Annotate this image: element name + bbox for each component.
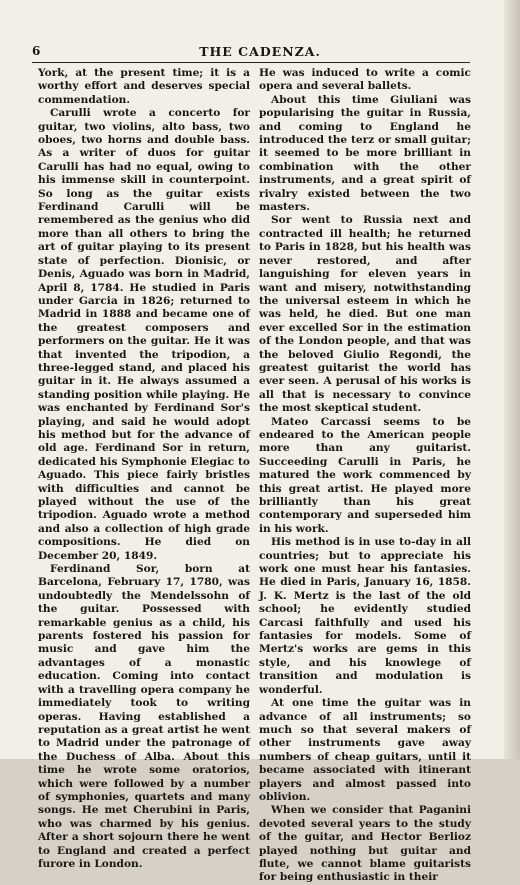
paragraph: Ferdinand Sor, born at Barcelona, February 17, 1780, was undoubtedly the Mendelssohn of the guitar. Possessed with remarkable genius as a child, his parents fostered his passion for music and gave him the advantages of a monastic education. Coming into contact with a travelling opera company he immediately took to writing operas. Having established a reputation as a great artist he went to Madrid under the patronage of the Duchess of Alba. About this time he wrote some oratorios, which were followed by a number of symphonies, quartets and many songs. He met Cherubini in Paris, who was charmed by his genius. After a short sojourn there he went to England and created a perfect furore in London.: [38, 563, 250, 870]
paragraph: Sor went to Russia next and contracted ill health; he returned to Paris in 1828, but his health was never restored, and after languishing for eleven years in want and misery, notwithstanding the universal esteem in which he was held, he died. But one man ever excelled Sor in the estimation of the London people, and that was the beloved Giulio Regondi, the greatest guitarist the world has ever seen. A perusal of his works is all that is necessary to convince the most skeptical student.: [259, 214, 471, 415]
paragraph: He was induced to write a comic opera and several ballets.: [259, 67, 471, 93]
paragraph: When we consider that Paganini devoted several years to the study of the guitar, and Hector Berlioz played nothing but guitar and flute, we cannot blame guitarists for being enthusiastic in their: [259, 804, 471, 884]
running-head-title: THE CADENZA.: [199, 44, 321, 59]
right-column: [259, 67, 471, 885]
header-rule: [32, 62, 470, 63]
left-column: [38, 67, 250, 871]
paragraph: Mateo Carcassi seems to be endeared to the American people more than any guitarist. Succeeding Carulli in Paris, he matured the work commenced by this great artist. He played more brilliantly than his great contemporary and superseded him in his work.: [259, 415, 471, 535]
paragraph: York, at the present time; it is a worthy effort and deserves special commendation.: [38, 67, 250, 106]
paragraph: His method is in use to-day in all countries; but to appreciate his work one must hear his fantasies. He died in Paris, January 16, 1858. J. K. Mertz is the last of the old school; he evidently studied Carcasi faithfully and used his fantasies for models. Some of Mertz's works are gems in this style, and his knowlege of transition and modulation is wonderful.: [259, 536, 471, 696]
paragraph: At one time the guitar was in advance of all instruments; so much so that several makers of other instruments gave away numbers of cheap guitars, until it became associated with itinerant players and almost passed into oblivion.: [259, 697, 471, 803]
page-number: 6: [32, 44, 41, 58]
page-edge-shadow: [504, 0, 520, 759]
paragraph: Carulli wrote a concerto for guitar, two violins, alto bass, two oboes, two horns and double bass. As a writer of duos for guitar Carulli has had no equal, owing to his immense skill in counterpoint. So long as the guitar exists Ferdinand Carulli will be remembered as the genius who did more than all others to bring the art of guitar playing to its present state of perfection. Dionisic, or Denis, Aguado was born in Madrid, April 8, 1784. He studied in Paris under Garcia in 1826; returned to Madrid in 1888 and became one of the greatest composers and performers on the guitar. He it was that invented the tripodion, a three-legged stand, and placed his guitar in it. He always assumed a standing position while playing. He was enchanted by Ferdinand Sor's playing, and said he would adopt his method but for the advance of old age. Ferdinand Sor in return, dedicated his Symphonie Elegiac to Aguado. This piece fairly bristles with difficulties and cannot be played without the use of the tripodion. Aguado wrote a method and also a collection of high grade compositions. He died on December 20, 1849.: [38, 107, 250, 562]
paragraph: About this time Giuliani was popularising the guitar in Russia, and coming to England he introduced the terz or small guitar; it seemed to be more brilliant in combination with the other instruments, and a great spirit of rivalry existed between the two masters.: [259, 93, 471, 214]
